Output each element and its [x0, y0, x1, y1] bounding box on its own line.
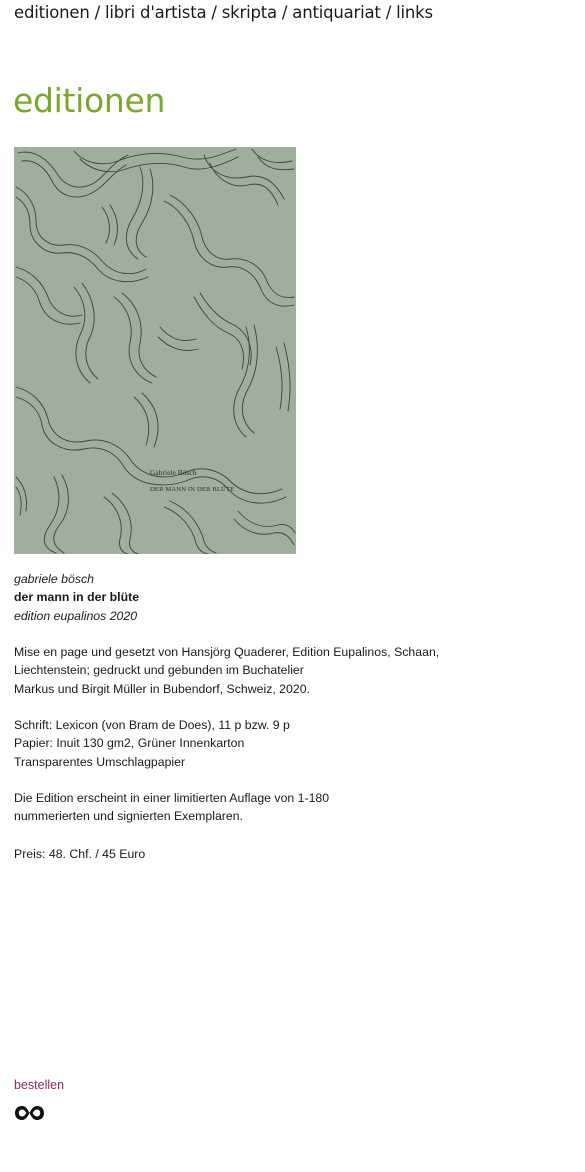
spec-line: Papier: Inuit 130 gm2, Grüner Innenkarton [14, 736, 245, 751]
production-line: Liechtenstein; gedruckt und gebunden im Buchatelier [14, 663, 304, 678]
nav-separator: / [281, 3, 288, 22]
spec-line: Transparentes Umschlagpapier [14, 754, 186, 769]
nav-item-links[interactable]: links [396, 3, 433, 22]
order-link[interactable]: bestellen [14, 1078, 65, 1092]
book-author: gabriele bösch [14, 572, 94, 586]
nav-separator: / [211, 3, 217, 22]
price-info [14, 845, 145, 863]
limited-line: nummerierten und signierten Exemplaren. [14, 809, 243, 824]
book-title: der mann in der blüte [14, 590, 140, 605]
price-text: Preis: 48. Chf. / 45 Euro [14, 847, 146, 861]
cover-title-text: DER MANN IN DER BLÜTE [150, 486, 235, 493]
production-details [14, 643, 439, 698]
material-specs [14, 716, 290, 771]
top-navigation [14, 3, 433, 22]
nav-item-libri-d-artista[interactable]: libri d'artista [104, 3, 207, 22]
book-edition: edition eupalinos 2020 [14, 608, 138, 623]
nav-item-antiquariat[interactable]: antiquariat [292, 3, 381, 22]
nav-separator: / [385, 3, 392, 22]
limited-edition-note [14, 789, 329, 826]
infinity-icon[interactable] [14, 1104, 45, 1122]
page-title: editionen [13, 81, 166, 120]
book-credits [14, 570, 139, 625]
book-cover-image [14, 147, 296, 554]
production-line: Mise en page und gesetzt von Hansjörg Quaderer, Edition Eupalinos, Schaan, [14, 645, 440, 659]
nav-item-skripta[interactable]: skripta [221, 3, 277, 22]
production-line: Markus und Birgit Müller in Bubendorf, Schweiz, 2020. [14, 681, 310, 696]
nav-separator: / [94, 3, 100, 22]
nav-item-editionen[interactable]: editionen [14, 3, 90, 22]
limited-line: Die Edition erscheint in einer limitierten Auflage von 1-180 [14, 791, 330, 805]
spec-line: Schrift: Lexicon (von Bram de Does), 11 p bzw. 9 p [14, 718, 290, 732]
cover-author-text: Gabriele Bösch [150, 468, 197, 477]
